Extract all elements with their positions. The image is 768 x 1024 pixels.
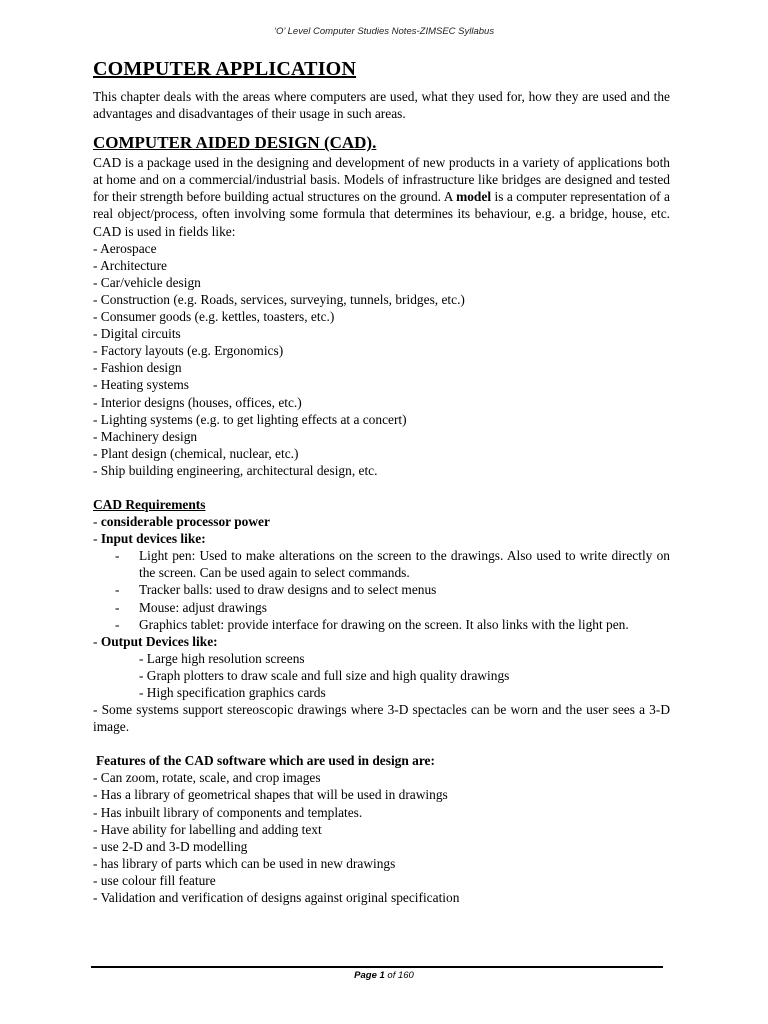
list-item: - Light pen: Used to make alterations on the screen to the drawings. Also used to write directly on the screen. Can be used again to select commands. xyxy=(115,548,670,581)
list-item: - Car/vehicle design xyxy=(93,274,201,290)
bullet-dash: - xyxy=(93,531,101,547)
list-item: - Has inbuilt library of components and templates. xyxy=(93,804,363,820)
list-item: - Aerospace xyxy=(93,240,157,256)
bullet-dash: - xyxy=(93,514,101,530)
page-total: of 160 xyxy=(387,970,414,981)
list-item: - High specification graphics cards xyxy=(139,685,326,700)
stereo-note: - Some systems support stereoscopic drawings where 3-D spectacles can be worn and the user sees a 3-D image. xyxy=(93,702,670,735)
footer-divider xyxy=(91,966,663,968)
features-list xyxy=(93,769,670,906)
input-device-text: Light pen: Used to make alterations on the screen to the drawings. Also used to write directly on the screen. Can be used again to select commands. xyxy=(139,548,670,581)
cad-heading: COMPUTER AIDED DESIGN (CAD). xyxy=(93,133,377,153)
list-item: - use colour fill feature xyxy=(93,872,216,888)
list-item: - Have ability for labelling and adding text xyxy=(93,821,322,837)
list-item: - use 2-D and 3-D modelling xyxy=(93,838,248,854)
list-item: - Large high resolution screens xyxy=(139,650,305,666)
intro-paragraph: This chapter deals with the areas where computers are used, what they used for, how they are used and the advantages and disadvantages of their usage in such areas. xyxy=(93,89,670,122)
input-device-text: Tracker balls: used to draw designs and to select menus xyxy=(139,582,437,598)
list-item: - Plant design (chemical, nuclear, etc.) xyxy=(93,445,299,461)
document-body xyxy=(93,56,670,906)
processor-requirement xyxy=(93,513,670,530)
list-item: - Construction (e.g. Roads, services, surveying, tunnels, bridges, etc.) xyxy=(93,291,465,307)
model-term: model xyxy=(456,189,492,205)
input-label: Input devices like: xyxy=(100,531,206,547)
output-requirement xyxy=(93,633,670,650)
list-item: - Factory layouts (e.g. Ergonomics) xyxy=(93,343,284,359)
input-requirement xyxy=(93,530,670,547)
output-label: Output Devices like: xyxy=(100,633,218,649)
page-header: ‘O’ Level Computer Studies Notes-ZIMSEC Syllabus xyxy=(273,26,495,37)
processor-label: considerable processor power xyxy=(100,514,270,530)
list-item: - has library of parts which can be used in new drawings xyxy=(93,855,396,871)
cad-text-2: is a computer representation of a real object/process, often involving some formula that determines its behaviour, e.g. a bridge, house, etc. CAD is used in fields like: xyxy=(93,189,670,239)
input-devices-list xyxy=(93,547,670,632)
list-item: - Machinery design xyxy=(93,428,198,444)
page-footer xyxy=(0,970,768,981)
list-item: - Mouse: adjust drawings xyxy=(115,599,267,615)
list-item: - Lighting systems (e.g. to get lighting effects at a concert) xyxy=(93,411,407,427)
page-number: Page 1 xyxy=(354,970,385,981)
features-heading: Features of the CAD software which are used in design are: xyxy=(96,753,435,769)
cad-paragraph xyxy=(93,154,670,239)
input-device-text: Graphics tablet: provide interface for drawing on the screen. It also links with the light pen. xyxy=(139,616,629,632)
list-item: - Architecture xyxy=(93,257,167,273)
list-item: - Heating systems xyxy=(93,377,189,393)
fields-list xyxy=(93,240,670,479)
requirements-heading: CAD Requirements xyxy=(93,496,206,512)
page-title: COMPUTER APPLICATION xyxy=(93,58,357,80)
list-item: - Digital circuits xyxy=(93,326,181,342)
cad-text-1: CAD is a package used in the designing and development of new products in a variety of applications both at home and on a commercial/industrial basis. Models of infrastructure like bridges are designed and tested for their strength before building actual structures on the ground. A xyxy=(93,155,670,205)
list-item: - Can zoom, rotate, scale, and crop images xyxy=(93,770,321,786)
list-item: - Graphics tablet: provide interface for drawing on the screen. It also links with the light pen. xyxy=(115,616,629,632)
bullet-dash: - xyxy=(93,633,101,649)
list-item: - Graph plotters to draw scale and full size and high quality drawings xyxy=(139,667,510,683)
list-item: - Has a library of geometrical shapes that will be used in drawings xyxy=(93,787,448,803)
list-item: - Consumer goods (e.g. kettles, toasters, etc.) xyxy=(93,309,335,325)
input-device-text: Mouse: adjust drawings xyxy=(139,599,267,615)
list-item: - Interior designs (houses, offices, etc.) xyxy=(93,394,302,410)
list-item: - Tracker balls: used to draw designs and to select menus xyxy=(115,582,437,598)
list-item: - Validation and verification of designs against original specification xyxy=(93,890,460,906)
output-devices-list xyxy=(93,650,670,701)
list-item: - Ship building engineering, architectural design, etc. xyxy=(93,462,378,478)
list-item: - Fashion design xyxy=(93,360,182,376)
